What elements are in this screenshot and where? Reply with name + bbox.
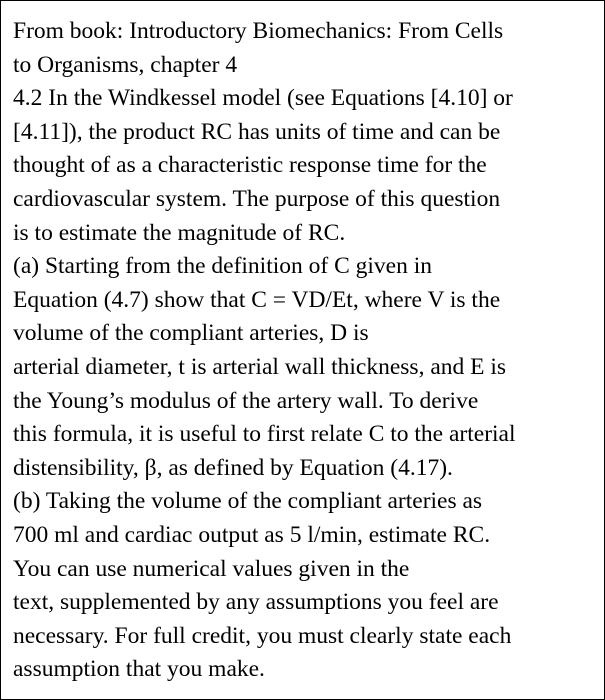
text-line: You can use numerical values given in the [13, 555, 410, 582]
text-line: this formula, it is useful to first relate C to the arterial [13, 421, 516, 448]
text-line: volume of the compliant arteries, D is [13, 320, 369, 347]
text-line: Equation (4.7) show that C = VD/Et, where V is the [13, 286, 501, 313]
text-line: assumption that you make. [13, 656, 265, 683]
text-line: text, supplemented by any assumptions you feel are [13, 589, 499, 616]
text-line: arterial diameter, t is arterial wall thickness, and E is [13, 353, 507, 380]
text-line-part-a: (a) Starting from the definition of C given in [13, 253, 432, 280]
text-line: [4.11]), the product RC has units of time and can be [13, 118, 501, 145]
text-line: necessary. For full credit, you must clearly state each [13, 622, 512, 649]
text-line: 700 ml and cardiac output as 5 l/min, estimate RC. [13, 521, 491, 548]
text-line: distensibility, β, as defined by Equation (4.17). [13, 454, 453, 481]
text-line-source-cont: to Organisms, chapter 4 [13, 51, 238, 78]
text-line-question-start: 4.2 In the Windkessel model (see Equations [4.10] or [13, 85, 513, 112]
text-line: cardiovascular system. The purpose of this question [13, 185, 501, 212]
problem-text [13, 15, 598, 687]
text-line: is to estimate the magnitude of RC. [13, 219, 346, 246]
text-line: the Young’s modulus of the artery wall. To derive [13, 387, 479, 414]
text-line-source: From book: Introductory Biomechanics: From Cells [13, 18, 504, 44]
text-line: thought of as a characteristic response time for the [13, 152, 487, 179]
text-line-part-b: (b) Taking the volume of the compliant arteries as [13, 488, 483, 515]
